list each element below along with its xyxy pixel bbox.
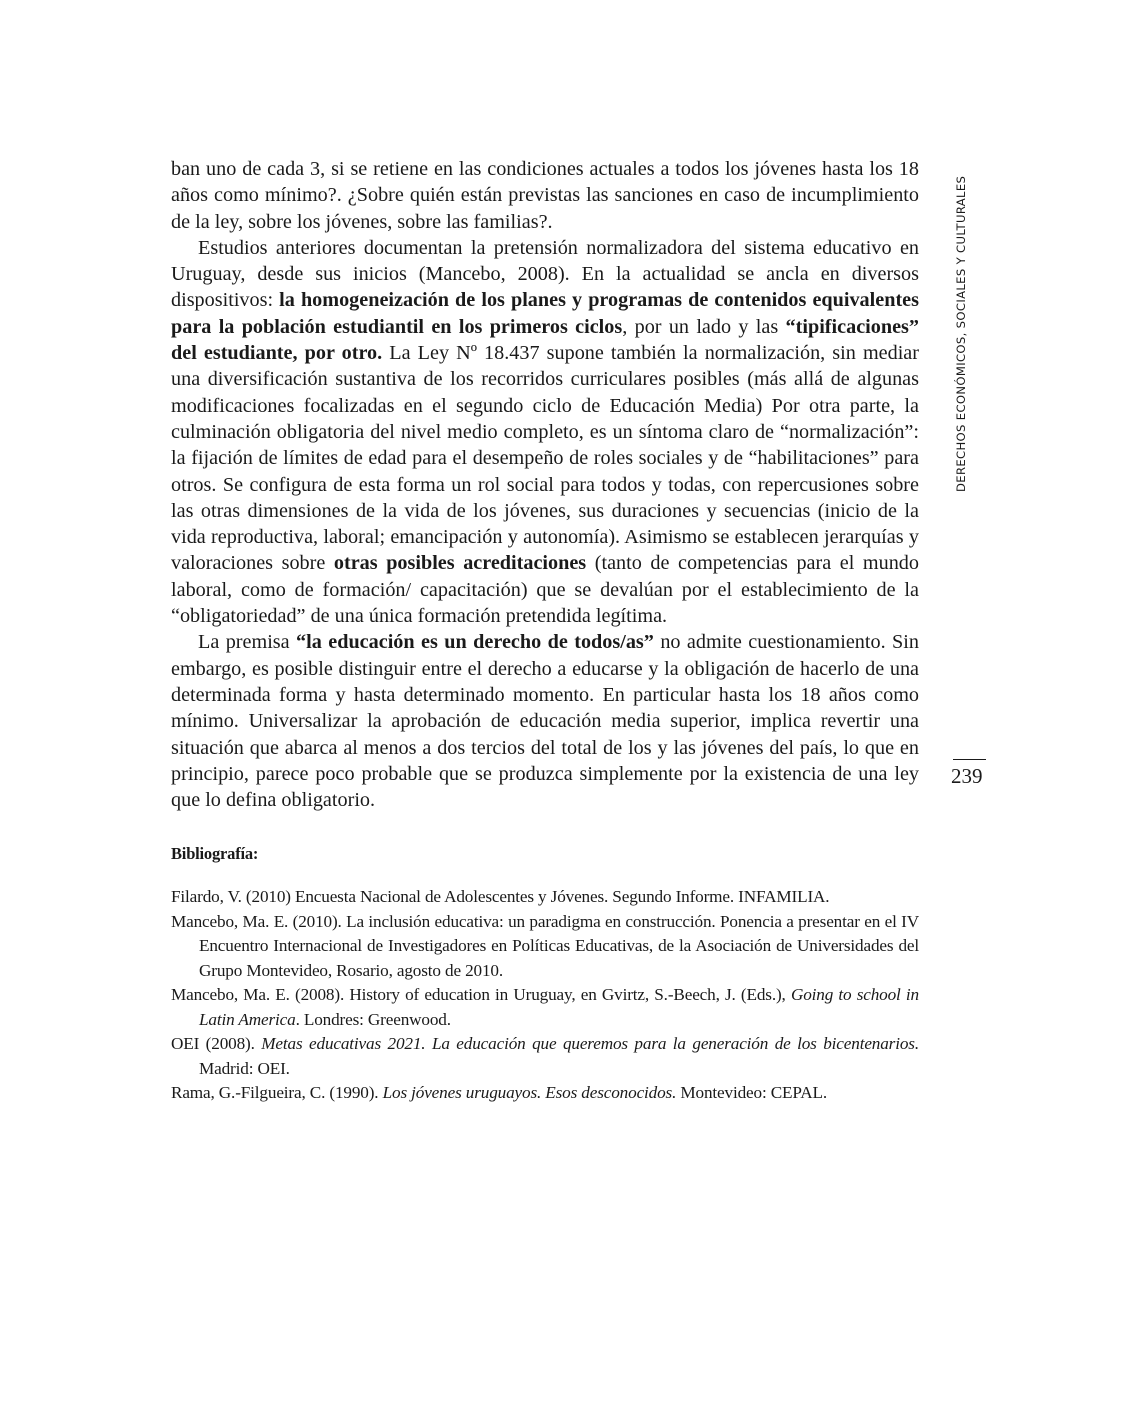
- text-run: , por un lado y las: [622, 315, 786, 338]
- text-run: Madrid: OEI.: [199, 1058, 290, 1078]
- bibliography-list: [171, 885, 919, 1106]
- text-run: ban uno de cada 3, si se retiene en las condiciones actuales a todos los jóvenes hasta los 18 años como mínimo?. ¿Sobre quién están previstas las sanciones en caso de incumplimiento de la ley, sobre los jóvenes, sobre las familias?.: [171, 158, 919, 233]
- bibliography-entry: [171, 1081, 919, 1106]
- bibliography-heading: Bibliografía:: [171, 844, 259, 864]
- text-run: Estudios anteriores documentan la pretensión normalizadora del sistema educativo en Uruguay, desde sus inicios (Mancebo, 2008). En la actualidad se ancla en diversos dispositivos:: [171, 236, 919, 312]
- bibliography-entry: [171, 1032, 919, 1081]
- text-column: [171, 156, 919, 1106]
- text-run: Mancebo, Ma. E. (2010). La inclusión educativa: un paradigma en construcción. Ponencia a presentar en el IV Encuentro Internacional de Investigadores en Políticas Educativas, de la Asociación de Universidades del Grupo Montevideo, Rosario, agosto de 2010.: [171, 911, 919, 980]
- text-run: Mancebo, Ma. E. (2008). History of education in Uruguay, en Gvirtz, S.-Beech, J. (Eds.),: [171, 985, 791, 1005]
- body-text: [171, 156, 919, 813]
- bold-text: la homogeneización de los planes y programas de contenidos equivalentes para la población estudiantil en los primeros ciclos: [171, 289, 919, 338]
- text-run: Filardo, V. (2010) Encuesta Nacional de Adolescentes y Jóvenes. Segundo Informe. INFAMILIA.: [171, 887, 830, 907]
- paragraph: [171, 629, 919, 813]
- paragraph: [171, 235, 919, 629]
- bibliography-entry: [171, 885, 919, 910]
- running-head: [942, 154, 978, 494]
- text-run: (tanto de competencias para el mundo laboral, como de formación/ capacitación) que se devalúan por el establecimiento de la “obligatoriedad” de una única formación pretendida legítima.: [171, 552, 919, 628]
- page-number-rule: [953, 759, 986, 760]
- text-run: Montevideo: CEPAL.: [676, 1083, 827, 1103]
- bold-text: “la educación es un derecho de todos/as”: [296, 631, 654, 654]
- text-run: Rama, G.-Filgueira, C. (1990).: [171, 1083, 383, 1103]
- text-run: La Ley Nº 18.437 supone también la normalización, sin mediar una diversificación sustantiva de los recorridos curriculares posibles (más allá de algunas modificaciones focalizadas en el segundo ciclo de Educación Media) Por otra parte, la culminación obligatoria del nivel medio completo, es un síntoma claro de “normalización”: la fijación de límites de edad para el desempeño de roles sociales y de “habilitaciones” para otros. Se configura de esta forma un rol social para todos y todas, con repercusiones sobre las otras dimensiones de la vida de los jóvenes, sus duraciones y secuencias (inicio de la vida reproductiva, laboral; emancipación y autonomía). Asimismo se establecen jerarquías y valoraciones sobre: [171, 342, 919, 575]
- text-run: OEI (2008).: [171, 1034, 262, 1054]
- bibliography-entry: [171, 910, 919, 984]
- italic-text: Los jóvenes uruguayos. Esos desconocidos.: [382, 1083, 677, 1103]
- italic-text: Going to school in Latin America: [199, 985, 919, 1029]
- page-number: 239: [951, 764, 983, 788]
- bold-text: otras posibles acreditaciones: [333, 552, 587, 575]
- bibliography-entry: [171, 983, 919, 1032]
- text-run: La premisa: [198, 631, 297, 654]
- italic-text: Metas educativas 2021. La educación que queremos para la generación de los bicentenarios.: [261, 1034, 919, 1054]
- bold-text: “tipificaciones” del estudiante, por otro.: [171, 315, 919, 365]
- paragraph: [171, 156, 919, 235]
- running-head-text: DERECHOS ECONÓMICOS, SOCIALES Y CULTURALES: [954, 175, 968, 492]
- text-run: . Londres: Greenwood.: [295, 1009, 451, 1029]
- text-run: no admite cuestionamiento. Sin embargo, es posible distinguir entre el derecho a educarse y la obligación de hacerlo de una determinada forma y hasta determinado momento. En particular hasta los 18 años como mínimo. Universalizar la aprobación de educación media superior, implica revertir una situación que abarca al menos a dos tercios del total de los y las jóvenes del país, lo que en principio, parece poco probable que se produzca simplemente por la existencia de una ley que lo defina obligatorio.: [171, 631, 919, 812]
